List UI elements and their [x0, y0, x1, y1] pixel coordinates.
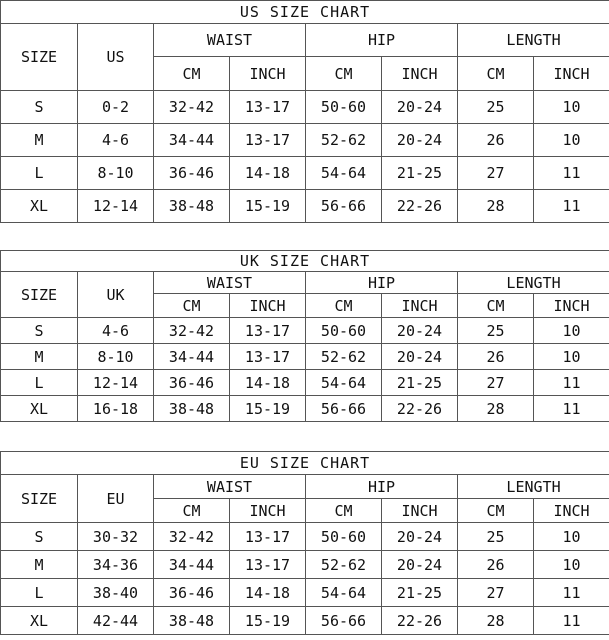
length-cm-header: CM: [458, 294, 534, 318]
length-inch-cell: 10: [534, 91, 609, 124]
hip-inch-cell: 20-24: [382, 91, 458, 124]
hip-cm-cell: 52-62: [306, 124, 382, 157]
table-row: [1, 579, 609, 607]
chart-title: EU SIZE CHART: [1, 452, 609, 475]
length-cm-cell: 26: [458, 344, 534, 370]
length-inch-cell: 11: [534, 370, 609, 396]
size-table: [0, 0, 609, 223]
length-cm-cell: 25: [458, 91, 534, 124]
waist-inch-header: INCH: [230, 294, 306, 318]
hip-cm-cell: 50-60: [306, 318, 382, 344]
size-header: SIZE: [1, 475, 78, 523]
length-cm-header: CM: [458, 57, 534, 91]
table-body: [1, 91, 609, 223]
waist-cm-cell: 38-48: [154, 190, 230, 223]
region-header: US: [78, 24, 154, 91]
table-row: [1, 370, 609, 396]
waist-inch-header: INCH: [230, 57, 306, 91]
length-cm-cell: 27: [458, 579, 534, 607]
length-cm-cell: 28: [458, 396, 534, 422]
length-inch-cell: 10: [534, 318, 609, 344]
size-cell: S: [1, 523, 78, 551]
waist-header: WAIST: [154, 475, 306, 499]
size-cell: S: [1, 91, 78, 124]
length-cm-cell: 25: [458, 318, 534, 344]
size-table: [0, 451, 609, 635]
hip-inch-cell: 20-24: [382, 523, 458, 551]
length-header: LENGTH: [458, 272, 609, 294]
waist-inch-cell: 13-17: [230, 523, 306, 551]
waist-cm-cell: 34-44: [154, 551, 230, 579]
length-cm-cell: 25: [458, 523, 534, 551]
waist-cm-cell: 34-44: [154, 124, 230, 157]
waist-cm-header: CM: [154, 499, 230, 523]
waist-inch-cell: 15-19: [230, 396, 306, 422]
chart-title: UK SIZE CHART: [1, 251, 609, 272]
region-size-cell: 42-44: [78, 607, 154, 635]
hip-inch-cell: 20-24: [382, 344, 458, 370]
waist-cm-header: CM: [154, 57, 230, 91]
size-cell: M: [1, 551, 78, 579]
hip-cm-cell: 54-64: [306, 370, 382, 396]
hip-inch-cell: 21-25: [382, 157, 458, 190]
hip-inch-cell: 22-26: [382, 396, 458, 422]
length-header: LENGTH: [458, 475, 609, 499]
hip-header: HIP: [306, 24, 458, 57]
hip-cm-cell: 50-60: [306, 523, 382, 551]
table-row: [1, 91, 609, 124]
waist-inch-cell: 13-17: [230, 318, 306, 344]
size-cell: M: [1, 344, 78, 370]
length-inch-cell: 10: [534, 124, 609, 157]
table-row: [1, 551, 609, 579]
length-inch-cell: 11: [534, 396, 609, 422]
hip-cm-cell: 52-62: [306, 551, 382, 579]
hip-header: HIP: [306, 272, 458, 294]
uk-size-chart: [0, 250, 609, 422]
waist-inch-cell: 14-18: [230, 157, 306, 190]
hip-inch-header: INCH: [382, 294, 458, 318]
waist-header: WAIST: [154, 24, 306, 57]
length-inch-header: INCH: [534, 499, 609, 523]
waist-cm-cell: 36-46: [154, 370, 230, 396]
hip-cm-header: CM: [306, 294, 382, 318]
waist-cm-cell: 34-44: [154, 344, 230, 370]
size-cell: M: [1, 124, 78, 157]
length-cm-cell: 27: [458, 370, 534, 396]
hip-inch-cell: 22-26: [382, 190, 458, 223]
waist-inch-cell: 13-17: [230, 344, 306, 370]
size-header: SIZE: [1, 24, 78, 91]
hip-cm-cell: 56-66: [306, 607, 382, 635]
length-inch-header: INCH: [534, 57, 609, 91]
table-row: [1, 124, 609, 157]
table-row: [1, 523, 609, 551]
region-size-cell: 0-2: [78, 91, 154, 124]
length-inch-cell: 11: [534, 157, 609, 190]
region-size-cell: 4-6: [78, 124, 154, 157]
table-row: [1, 190, 609, 223]
length-inch-header: INCH: [534, 294, 609, 318]
length-cm-cell: 27: [458, 157, 534, 190]
region-size-cell: 16-18: [78, 396, 154, 422]
length-inch-cell: 11: [534, 190, 609, 223]
region-header: UK: [78, 272, 154, 318]
table-row: [1, 607, 609, 635]
table-row: [1, 396, 609, 422]
hip-inch-cell: 21-25: [382, 370, 458, 396]
hip-header: HIP: [306, 475, 458, 499]
length-cm-cell: 26: [458, 124, 534, 157]
hip-cm-cell: 56-66: [306, 396, 382, 422]
region-size-cell: 38-40: [78, 579, 154, 607]
waist-cm-cell: 36-46: [154, 157, 230, 190]
hip-cm-cell: 54-64: [306, 157, 382, 190]
length-cm-cell: 28: [458, 190, 534, 223]
region-size-cell: 12-14: [78, 370, 154, 396]
length-inch-cell: 10: [534, 551, 609, 579]
region-header: EU: [78, 475, 154, 523]
table-body: [1, 318, 609, 422]
waist-inch-cell: 14-18: [230, 579, 306, 607]
hip-inch-header: INCH: [382, 499, 458, 523]
region-size-cell: 4-6: [78, 318, 154, 344]
waist-inch-header: INCH: [230, 499, 306, 523]
region-size-cell: 30-32: [78, 523, 154, 551]
waist-cm-cell: 32-42: [154, 318, 230, 344]
size-cell: L: [1, 157, 78, 190]
length-inch-cell: 11: [534, 579, 609, 607]
length-header: LENGTH: [458, 24, 609, 57]
waist-inch-cell: 13-17: [230, 551, 306, 579]
size-cell: XL: [1, 190, 78, 223]
hip-inch-cell: 21-25: [382, 579, 458, 607]
waist-cm-cell: 36-46: [154, 579, 230, 607]
length-cm-header: CM: [458, 499, 534, 523]
waist-cm-cell: 38-48: [154, 396, 230, 422]
waist-inch-cell: 15-19: [230, 190, 306, 223]
waist-inch-cell: 13-17: [230, 91, 306, 124]
table-row: [1, 318, 609, 344]
size-cell: S: [1, 318, 78, 344]
hip-inch-cell: 20-24: [382, 318, 458, 344]
waist-cm-header: CM: [154, 294, 230, 318]
table-row: [1, 157, 609, 190]
waist-inch-cell: 14-18: [230, 370, 306, 396]
hip-cm-cell: 56-66: [306, 190, 382, 223]
size-cell: XL: [1, 607, 78, 635]
hip-inch-cell: 20-24: [382, 124, 458, 157]
hip-cm-cell: 52-62: [306, 344, 382, 370]
us-size-chart: [0, 0, 609, 223]
length-inch-cell: 10: [534, 344, 609, 370]
waist-inch-cell: 13-17: [230, 124, 306, 157]
chart-title: US SIZE CHART: [1, 1, 609, 24]
size-cell: L: [1, 579, 78, 607]
hip-cm-header: CM: [306, 57, 382, 91]
length-inch-cell: 11: [534, 607, 609, 635]
size-header: SIZE: [1, 272, 78, 318]
region-size-cell: 8-10: [78, 344, 154, 370]
hip-inch-header: INCH: [382, 57, 458, 91]
waist-header: WAIST: [154, 272, 306, 294]
length-inch-cell: 10: [534, 523, 609, 551]
size-cell: L: [1, 370, 78, 396]
region-size-cell: 34-36: [78, 551, 154, 579]
waist-cm-cell: 32-42: [154, 523, 230, 551]
hip-inch-cell: 20-24: [382, 551, 458, 579]
size-cell: XL: [1, 396, 78, 422]
size-table: [0, 250, 609, 422]
region-size-cell: 8-10: [78, 157, 154, 190]
hip-cm-header: CM: [306, 499, 382, 523]
table-row: [1, 344, 609, 370]
length-cm-cell: 26: [458, 551, 534, 579]
eu-size-chart: [0, 451, 609, 635]
hip-inch-cell: 22-26: [382, 607, 458, 635]
length-cm-cell: 28: [458, 607, 534, 635]
hip-cm-cell: 50-60: [306, 91, 382, 124]
waist-inch-cell: 15-19: [230, 607, 306, 635]
region-size-cell: 12-14: [78, 190, 154, 223]
waist-cm-cell: 38-48: [154, 607, 230, 635]
waist-cm-cell: 32-42: [154, 91, 230, 124]
table-body: [1, 523, 609, 635]
hip-cm-cell: 54-64: [306, 579, 382, 607]
